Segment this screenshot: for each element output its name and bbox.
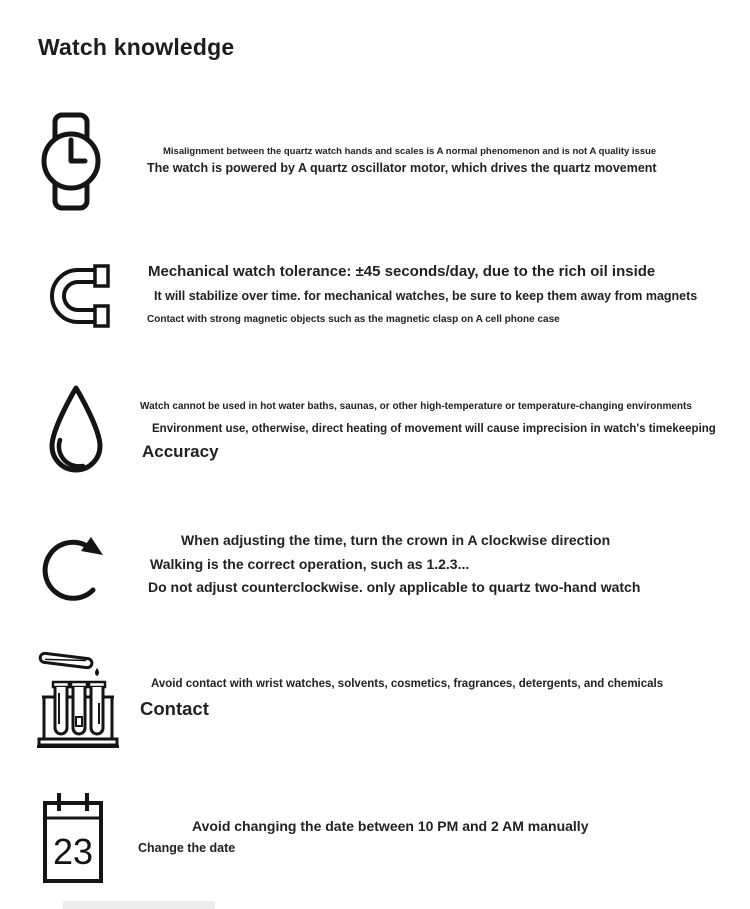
crown-clockwise-line: When adjusting the time, turn the crown in A clockwise direction — [181, 532, 611, 548]
magnet-contact-line: Contact with strong magnetic objects such as the magnetic clasp on A cell phone case — [147, 314, 560, 325]
wristwatch-icon — [40, 112, 102, 211]
calendar-icon — [42, 791, 104, 884]
clockwise-arrow-icon — [42, 526, 108, 610]
calendar-day-number: 23 — [52, 831, 94, 872]
magnet-tolerance-line: Mechanical watch tolerance: ±45 seconds/day, due to the rich oil inside — [148, 263, 656, 280]
counterclockwise-warning-line: Do not adjust counterclockwise. only applicable to quartz two-hand watch — [148, 579, 641, 595]
walking-operation-line: Walking is the correct operation, such as 1.2.3... — [150, 556, 470, 572]
accuracy-label: Accuracy — [142, 442, 219, 461]
magnet-stabilize-line: It will stabilize over time. for mechanical watches, be sure to keep them away from magnets — [154, 289, 698, 303]
magnet-icon — [44, 264, 110, 328]
temperature-warning-line: Watch cannot be used in hot water baths, saunas, or other high-temperature or temperature-changing environments — [140, 401, 692, 412]
quartz-main-line: The watch is powered by A quartz oscillator motor, which drives the quartz movement — [147, 161, 657, 175]
water-drop-icon — [44, 384, 108, 478]
quartz-note-line: Misalignment between the quartz watch hands and scales is A normal phenomenon and is not A quality issue — [163, 146, 657, 157]
temperature-detail-line: Environment use, otherwise, direct heating of movement will cause imprecision in watch's timekeeping — [152, 423, 716, 435]
change-date-label: Change the date — [138, 841, 236, 855]
page-title: Watch knowledge — [38, 34, 235, 60]
contact-label: Contact — [140, 698, 209, 719]
test-tubes-icon — [36, 645, 120, 750]
date-change-warning-line: Avoid changing the date between 10 PM and 2 AM manually — [192, 818, 589, 834]
cutoff-element-bar — [63, 901, 215, 909]
chemicals-warning-line: Avoid contact with wrist watches, solvents, cosmetics, fragrances, detergents, and chemicals — [151, 678, 664, 690]
